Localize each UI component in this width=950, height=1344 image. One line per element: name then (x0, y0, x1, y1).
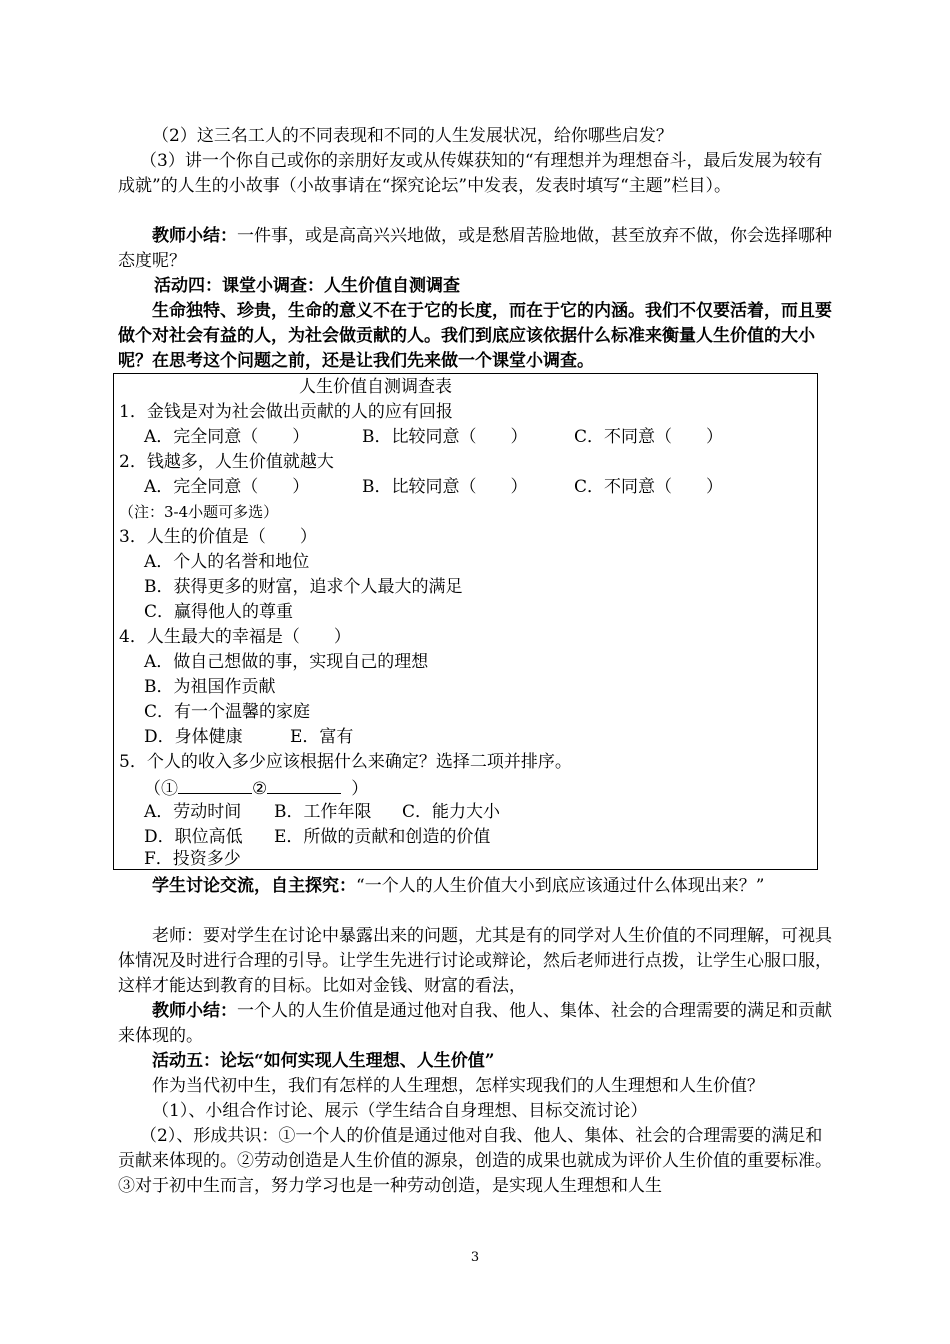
q1-option-a: A．完全同意（ ） (144, 427, 310, 447)
q3-option-a: A．个人的名誉和地位 (144, 552, 310, 572)
discussion-question: “一个人的人生价值大小到底应该通过什么体现出来？” (356, 876, 765, 896)
survey-table (113, 373, 818, 870)
q5-option-b: B．工作年限 (274, 802, 372, 822)
activity5-item-2: （2）、形成共识：①一个人的价值是通过他对自我、他人、集体、社会的合理需要的满足和贡献来体现的。②劳动创造是人生价值的源泉，创造的成果也就成为评价人生价值的重要标准。③对于初中生而言，努力学习也是一种劳动创造，是实现人生理想和人生 (118, 1126, 832, 1196)
teacher-summary-2 (118, 999, 836, 1049)
survey-q1: 1．金钱是对为社会做出贡献的人的应有回报 (119, 402, 453, 422)
activity4-heading: 活动四：课堂小调查：人生价值自测调查 (154, 276, 460, 296)
q5-option-e: E．所做的贡献和创造的价值 (274, 827, 491, 847)
q5-close: ） (351, 779, 369, 799)
q3-option-c: C．赢得他人的尊重 (144, 602, 294, 622)
q4-option-a: A．做自己想做的事，实现自己的理想 (144, 652, 429, 672)
discussion-prompt (118, 874, 836, 899)
q4-option-d: D．身体健康 (144, 727, 243, 747)
survey-q3: 3．人生的价值是（ ） (119, 527, 317, 547)
q2-option-a: A．完全同意（ ） (144, 477, 310, 497)
q5-option-a: A．劳动时间 (144, 802, 242, 822)
survey-q5: 5．个人的收入多少应该根据什么来确定？选择二项并排序。 (119, 752, 572, 772)
survey-note: （注：3-4小题可多选） (119, 503, 279, 521)
activity5-item-1: （1）、小组合作讨论、展示（学生结合自身理想、目标交流讨论） (152, 1101, 648, 1121)
question-3: （3）讲一个你自己或你的亲朋好友或从传媒获知的“有理想并为理想奋斗，最后发展为较有成就”的人生的小故事（小故事请在“探究论坛”中发表，发表时填写“主题”栏目）。 (118, 151, 823, 196)
discussion-label: 学生讨论交流，自主探究： (152, 876, 356, 896)
q3-option-b: B．获得更多的财富，追求个人最大的满足 (144, 577, 463, 597)
q4-option-c: C．有一个温馨的家庭 (144, 702, 311, 722)
activity4-text: 生命独特、珍贵，生命的意义不在于它的长度，而在于它的内涵。我们不仅要活着，而且要做个对社会有益的人，为社会做贡献的人。我们到底应该依据什么标准来衡量人生价值的大小呢？在思考这个问题之前，还是让我们先来做一个课堂小调查。 (118, 301, 832, 371)
question-2: （2）这三名工人的不同表现和不同的人生发展状况，给你哪些启发？ (152, 126, 673, 146)
page-number: 3 (470, 1250, 480, 1265)
teacher-summary-text: 一件事，或是高高兴兴地做，或是愁眉苦脸地做，甚至放弃不做，你会选择哪种态度呢？ (118, 226, 832, 271)
survey-q2: 2．钱越多，人生价值就越大 (119, 452, 334, 472)
teacher-summary-label: 教师小结： (152, 226, 237, 246)
q1-option-c: C．不同意（ ） (574, 427, 724, 447)
q5-mid: ② (252, 779, 268, 799)
q1-option-b: B．比较同意（ ） (362, 427, 528, 447)
q5-open: （① (144, 779, 178, 799)
q2-option-b: B．比较同意（ ） (362, 477, 528, 497)
q5-option-f: F．投资多少 (144, 849, 241, 869)
teacher-guidance: 老师：要对学生在讨论中暴露出来的问题，尤其是有的同学对人生价值的不同理解，可视具体情况及时进行合理的引导。让学生先进行讨论或辩论，然后老师进行点拨，让学生心服口服，这样才能达到教育的目标。比如对金钱、财富的看法， (118, 926, 832, 996)
q4-option-b: B．为祖国作贡献 (144, 677, 276, 697)
teacher-summary-text-2: 一个人的人生价值是通过他对自我、他人、集体、社会的合理需要的满足和贡献来体现的。 (118, 1001, 832, 1046)
activity5-text: 作为当代初中生，我们有怎样的人生理想，怎样实现我们的人生理想和人生价值？ (152, 1076, 764, 1096)
survey-title: 人生价值自测调查表 (299, 377, 452, 397)
activity5-heading: 活动五：论坛“如何实现人生理想、人生价值” (152, 1051, 495, 1071)
teacher-summary-label-2: 教师小结： (152, 1001, 237, 1021)
answer-blank-2 (267, 775, 341, 794)
teacher-summary-1 (118, 224, 836, 274)
q5-option-d: D．职位高低 (144, 827, 243, 847)
q5-option-c: C．能力大小 (402, 802, 501, 822)
survey-q4: 4．人生最大的幸福是（ ） (119, 627, 351, 647)
q5-answer-blanks (144, 775, 368, 801)
q2-option-c: C．不同意（ ） (574, 477, 724, 497)
answer-blank-1 (178, 775, 252, 794)
q4-option-e: E．富有 (290, 727, 354, 747)
